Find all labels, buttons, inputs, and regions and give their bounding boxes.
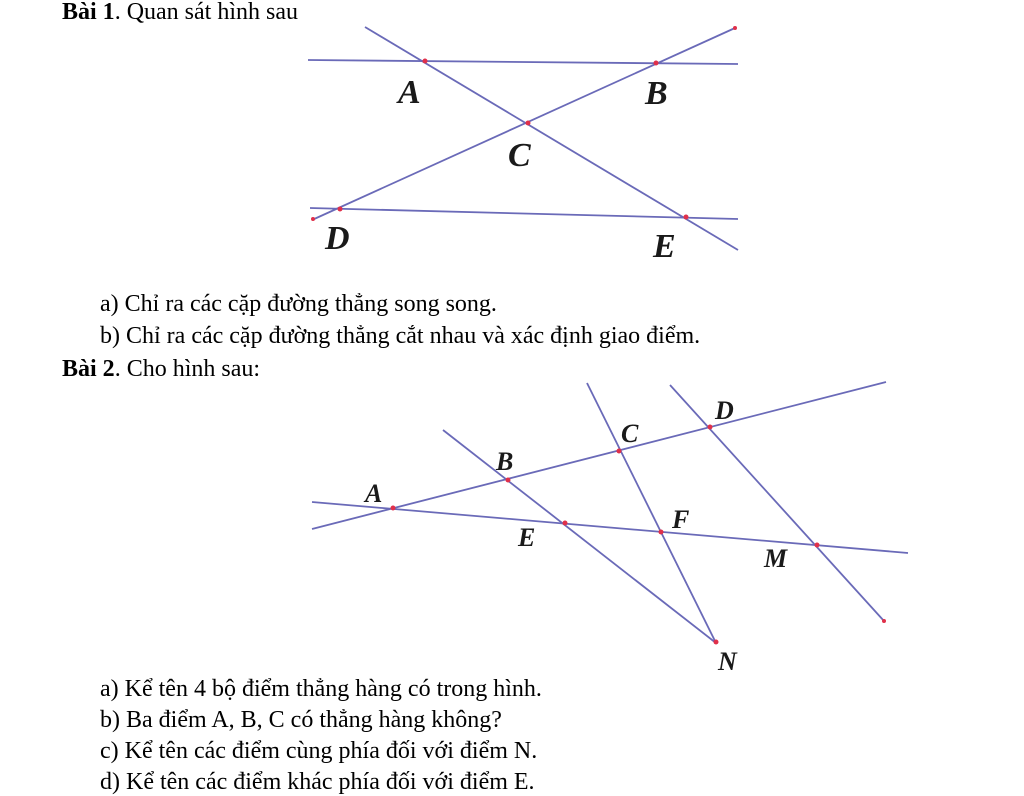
point-a2 <box>391 506 396 511</box>
line-cfn <box>587 383 716 643</box>
line-ben <box>443 430 716 643</box>
label-e1: E <box>653 228 676 265</box>
bai2-title-bold: Bài 2 <box>62 356 115 382</box>
label-f2: F <box>672 505 690 534</box>
bai1-title-bold: Bài 1 <box>62 0 115 25</box>
point-d2 <box>708 425 713 430</box>
label-c2: C <box>621 419 639 448</box>
bai2-question-a: a) Kể tên 4 bộ điểm thẳng hàng có trong hình. <box>100 676 542 702</box>
point-f2 <box>659 530 664 535</box>
bai1-question-a: a) Chỉ ra các cặp đường thẳng song song. <box>100 291 497 317</box>
point-n2 <box>714 640 719 645</box>
endpoint-dm <box>882 619 886 623</box>
point-c2 <box>617 449 622 454</box>
bai1-title-rest: . Quan sát hình sau <box>114 0 298 25</box>
bai2-question-c: c) Kể tên các điểm cùng phía đối với điểm N. <box>100 738 538 764</box>
label-d1: D <box>325 220 350 257</box>
label-d2: D <box>715 396 734 425</box>
point-e2 <box>563 521 568 526</box>
label-c1: C <box>508 137 531 174</box>
label-b2: B <box>496 447 514 476</box>
label-n2: N <box>718 647 737 676</box>
label-m2: M <box>764 544 788 573</box>
label-a2: A <box>365 479 383 508</box>
label-e2: E <box>518 523 536 552</box>
label-b1: B <box>645 75 668 112</box>
point-b2 <box>506 478 511 483</box>
bai2-question-b: b) Ba điểm A, B, C có thẳng hàng không? <box>100 707 502 733</box>
line-dm <box>670 385 884 621</box>
label-a1: A <box>398 74 421 111</box>
line-abcd <box>312 382 886 529</box>
bai2-question-d: d) Kể tên các điểm khác phía đối với điểm E. <box>100 769 535 795</box>
point-m2 <box>815 543 820 548</box>
bai2-title-rest: . Cho hình sau: <box>114 356 261 382</box>
bai1-question-b: b) Chỉ ra các cặp đường thẳng cắt nhau và xác định giao điểm. <box>100 323 701 349</box>
